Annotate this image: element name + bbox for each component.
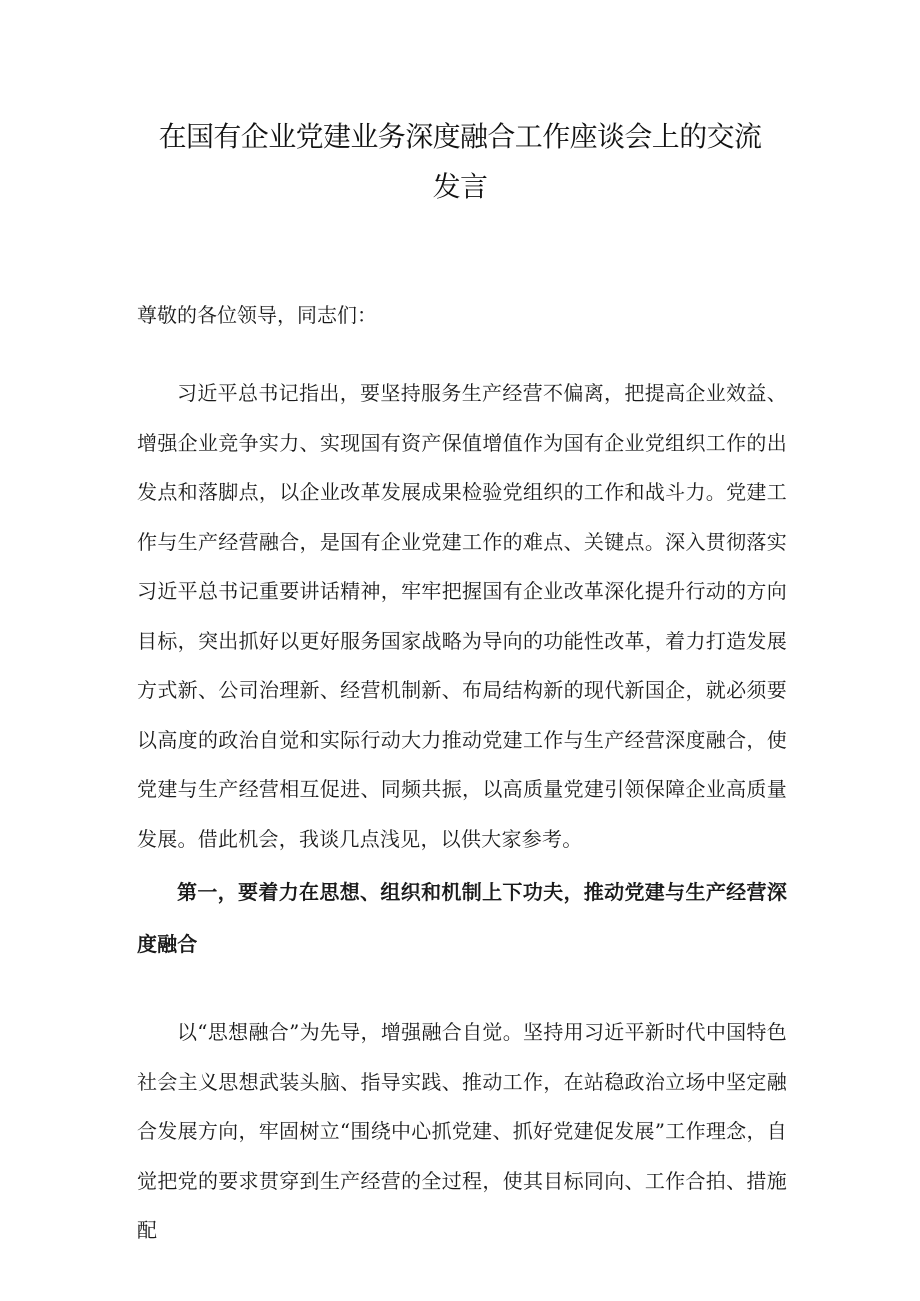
salutation: 尊敬的各位领导，同志们： — [137, 303, 377, 327]
document-title: 在国有企业党建业务深度融合工作座谈会上的交流发言 — [158, 120, 762, 203]
body-paragraph: 习近平总书记指出，要坚持服务生产经营不偏离，把提高企业效益、增强企业竞争实力、实现国有资产保值增值作为国有企业党组织工作的出发点和落脚点，以企业改革发展成果检验党组织的工作和战斗力。党建工作与生产经营融合，是国有企业党建工作的难点、关键点。深入贯彻落实习近平总书记重要讲话精神，牢牢把握国有企业改革深化提升行动的方向目标，突出抓好以更好服务国家战略为导向的功能性改革，着力打造发展方式新、公司治理新、经营机制新、布局结构新的现代新国企，就必须要以高度的政治自觉和实际行动大力推动党建工作与生产经营深度融合，使党建与生产经营相互促进、同频共振，以高质量党建引领保障企业高质量发展。借此机会，我谈几点浅见，以供大家参考。 — [137, 381, 787, 851]
section-heading: 第一，要着力在思想、组织和机制上下功夫，推动党建与生产经营深度融合 — [137, 880, 787, 956]
body-paragraph: 以“思想融合”为先导，增强融合自觉。坚持用习近平新时代中国特色社会主义思想武装头脑、指导实践、推动工作，在站稳政治立场中坚定融合发展方向，牢固树立“围绕中心抓党建、抓好党建促发展”工作理念，自觉把党的要求贯穿到生产经营的全过程，使其目标同向、工作合拍、措施配 — [137, 1020, 787, 1242]
